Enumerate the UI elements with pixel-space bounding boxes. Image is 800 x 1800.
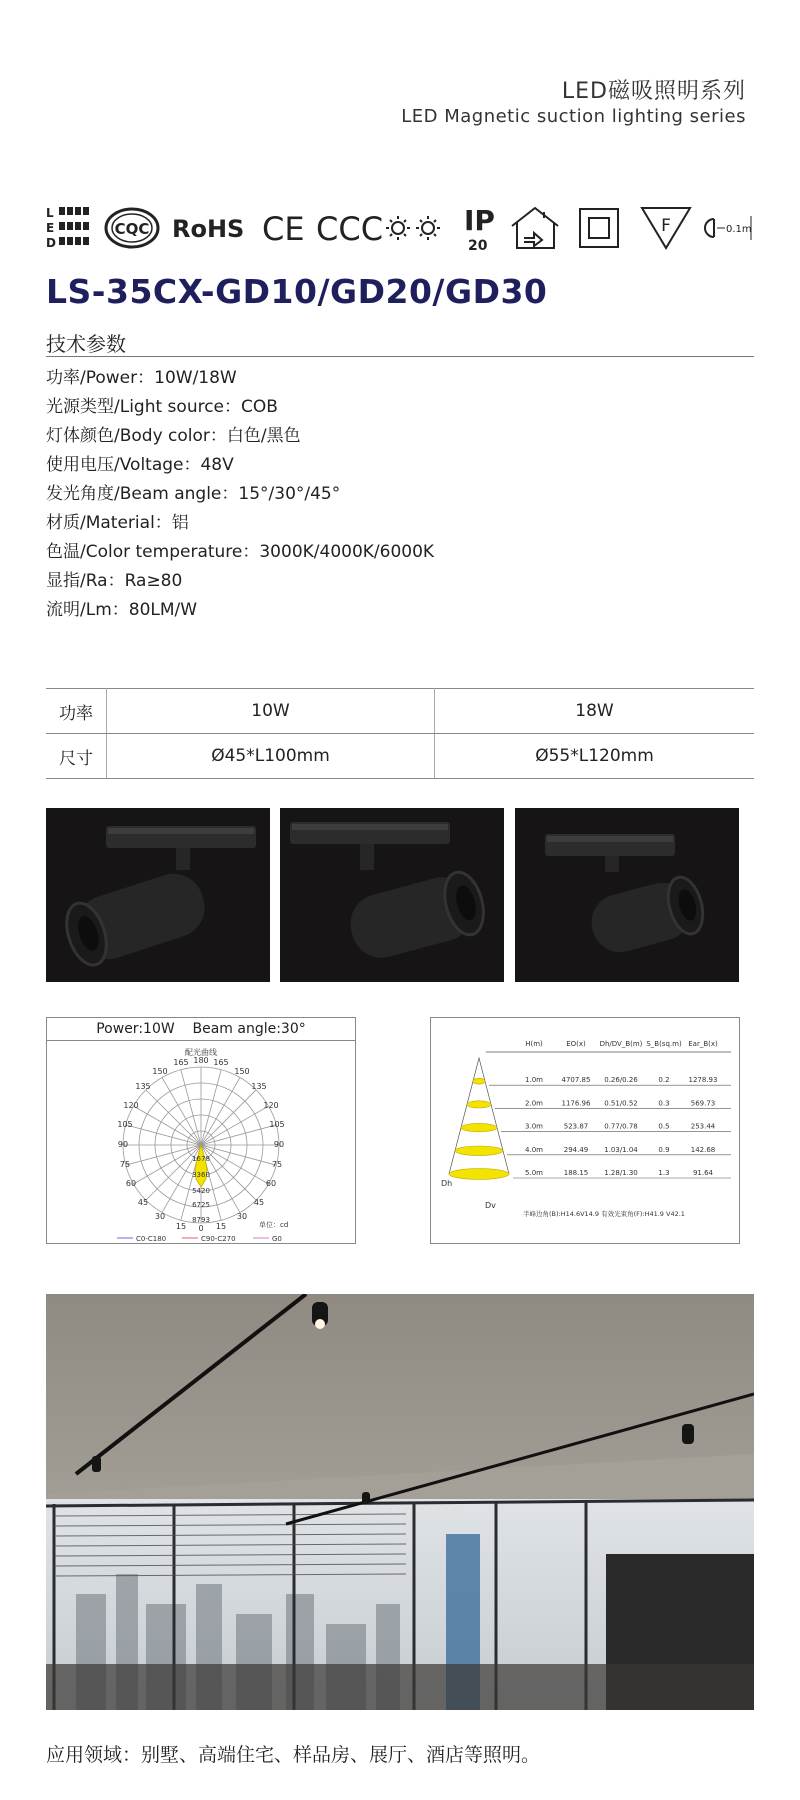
illuminance-cell: 0.77/0.78 (604, 1122, 638, 1131)
illuminance-cell: 523.87 (563, 1122, 589, 1131)
svg-text:5420: 5420 (192, 1187, 210, 1195)
f-mark-icon (642, 208, 690, 248)
svg-text:Ear_B(x): Ear_B(x) (688, 1040, 718, 1048)
svg-text:S_B(sq.m): S_B(sq.m) (646, 1040, 682, 1048)
svg-text:IP: IP (464, 204, 495, 237)
polar-legend (117, 1235, 282, 1243)
table-row (46, 689, 754, 734)
svg-text:1678: 1678 (192, 1155, 210, 1163)
illuminance-cell: 1278.93 (688, 1076, 718, 1085)
table-cell: Ø45*L100mm (107, 734, 435, 779)
svg-text:20: 20 (468, 238, 488, 252)
svg-text:6725: 6725 (192, 1201, 210, 1209)
rohs-icon: RoHS (172, 215, 245, 243)
curve-label: 配光曲线 (185, 1048, 217, 1057)
illuminance-cell: 142.68 (690, 1145, 716, 1154)
svg-text:90: 90 (273, 1140, 285, 1149)
illuminance-cell: 3.0m (525, 1122, 543, 1131)
section-title: 技术参数 (46, 332, 126, 356)
distribution-curve (195, 1145, 207, 1187)
product-photo (515, 808, 739, 982)
svg-text:45: 45 (137, 1198, 149, 1207)
beam-footer: 半峰边角(B):H14.6V14.9 有效光束角(F):H41.9 V42.1 (523, 1210, 685, 1218)
ip20-icon (464, 204, 495, 252)
svg-text:30: 30 (236, 1212, 248, 1221)
illuminance-cell: 1.28/1.30 (604, 1169, 638, 1177)
certification-icons (46, 204, 754, 252)
illuminance-cell: 0.3 (658, 1099, 670, 1108)
illuminance-cell: 4707.85 (561, 1076, 591, 1085)
svg-text:L: L (46, 206, 54, 220)
illuminance-cell: 1.03/1.04 (604, 1145, 638, 1154)
illuminance-cell: 2.0m (525, 1099, 543, 1108)
svg-text:135: 135 (251, 1082, 267, 1091)
spec-beam-angle: 发光角度/Beam angle：15°/30°/45° (46, 484, 341, 504)
table-cell: 功率 (46, 689, 107, 734)
table-cell: 10W (107, 689, 435, 734)
spec-material: 材质/Material：铝 (46, 513, 189, 533)
illuminance-cell: 0.2 (658, 1076, 670, 1085)
beam-cone (449, 1058, 509, 1179)
svg-text:0.1m: 0.1m (726, 224, 752, 235)
size-table (46, 688, 754, 779)
indoor-use-icon (386, 216, 440, 240)
illuminance-header (525, 1040, 718, 1048)
svg-text:90: 90 (117, 1140, 129, 1149)
svg-text:120: 120 (123, 1101, 139, 1110)
svg-text:75: 75 (271, 1160, 283, 1169)
application-text: 应用领域：别墅、高端住宅、样品房、展厅、酒店等照明。 (46, 1744, 541, 1766)
illuminance-cell: 0.51/0.52 (604, 1099, 638, 1108)
illuminance-cell: 4.0m (525, 1145, 543, 1154)
svg-text:135: 135 (135, 1082, 151, 1091)
beam-spot (467, 1101, 491, 1108)
distance-icon (705, 216, 752, 240)
table-cell: 尺寸 (46, 734, 107, 779)
series-title-cn: LED磁吸照明系列 (561, 79, 746, 104)
spec-list (46, 364, 754, 625)
spec-lumen: 流明/Lm：80LM/W (46, 600, 198, 620)
spec-body-color: 灯体颜色/Body color：白色/黑色 (46, 426, 301, 446)
svg-text:105: 105 (117, 1120, 133, 1129)
svg-text:45: 45 (253, 1198, 265, 1207)
svg-text:F: F (661, 216, 671, 236)
class-ii-icon (580, 209, 618, 247)
beam-spot (449, 1169, 509, 1180)
led-icon (46, 206, 89, 250)
svg-text:165: 165 (173, 1058, 189, 1067)
svg-text:60: 60 (265, 1179, 277, 1188)
svg-text:3360: 3360 (192, 1171, 210, 1179)
svg-text:CQC: CQC (114, 220, 150, 238)
product-photo (46, 808, 270, 982)
spec-power: 功率/Power：10W/18W (46, 368, 237, 388)
cqc-icon (106, 209, 158, 247)
house-icon (512, 208, 558, 248)
polar-distribution-chart (46, 1017, 356, 1244)
illuminance-cell: 188.15 (563, 1169, 589, 1177)
spec-ra: 显指/Ra：Ra≥80 (46, 571, 183, 591)
illuminance-cell: 0.9 (658, 1145, 670, 1154)
beam-spot (461, 1123, 497, 1131)
spec-voltage: 使用电压/Voltage：48V (46, 455, 234, 475)
svg-text:H(m): H(m) (525, 1040, 543, 1048)
illuminance-cell: 1.3 (658, 1169, 670, 1177)
beam-spot (455, 1146, 503, 1156)
illuminance-cell: 0.26/0.26 (604, 1076, 638, 1085)
illuminance-cell: 0.5 (658, 1122, 670, 1131)
illuminance-cell: 569.73 (690, 1099, 716, 1108)
illuminance-cell: 5.0m (525, 1169, 543, 1177)
svg-text:EO(x): EO(x) (566, 1040, 586, 1048)
svg-text:75: 75 (119, 1160, 131, 1169)
svg-text:0: 0 (198, 1224, 204, 1233)
svg-text:15: 15 (175, 1222, 187, 1231)
dv-label: Dv (485, 1201, 496, 1210)
svg-text:150: 150 (234, 1067, 250, 1076)
illuminance-chart (430, 1017, 740, 1244)
svg-text:Dh/DV_B(m): Dh/DV_B(m) (599, 1040, 643, 1048)
svg-text:C90-C270: C90-C270 (201, 1235, 236, 1243)
svg-text:30: 30 (154, 1212, 166, 1221)
illuminance-cell: 91.64 (692, 1169, 714, 1177)
ce-icon: CE (262, 210, 305, 248)
table-row (46, 734, 754, 779)
svg-text:105: 105 (269, 1120, 285, 1129)
spec-light-source: 光源类型/Light source：COB (46, 397, 278, 417)
svg-text:120: 120 (263, 1101, 279, 1110)
dh-label: Dh (441, 1179, 453, 1188)
svg-text:8793: 8793 (192, 1216, 210, 1224)
spec-color-temperature: 色温/Color temperature：3000K/4000K/6000K (46, 542, 435, 562)
product-photo (280, 808, 504, 982)
product-model: LS-35CX-GD10/GD20/GD30 (46, 272, 548, 311)
illuminance-cell: 253.44 (690, 1122, 716, 1131)
illuminance-cell: 1.0m (525, 1076, 543, 1085)
ccc-icon: CCC (316, 210, 384, 248)
beam-spot (473, 1078, 485, 1084)
svg-text:180: 180 (193, 1056, 209, 1065)
series-title-en: LED Magnetic suction lighting series (401, 106, 746, 127)
svg-text:D: D (46, 236, 56, 250)
table-cell: Ø55*L120mm (435, 734, 755, 779)
svg-text:165: 165 (213, 1058, 229, 1067)
svg-text:C0-C180: C0-C180 (136, 1235, 167, 1243)
section-divider (46, 356, 754, 357)
illuminance-cell: 1176.96 (561, 1099, 591, 1108)
svg-text:G0: G0 (272, 1235, 282, 1243)
polar-chart-title: Power:10W Beam angle:30° (47, 1018, 355, 1041)
table-cell: 18W (435, 689, 755, 734)
svg-text:15: 15 (215, 1222, 227, 1231)
illuminance-cell: 294.49 (563, 1145, 589, 1154)
svg-text:150: 150 (152, 1067, 168, 1076)
svg-text:E: E (46, 221, 55, 235)
svg-text:60: 60 (125, 1179, 137, 1188)
beam-cone-outline (449, 1058, 509, 1174)
application-scene-photo (46, 1294, 754, 1710)
unit-label: 单位：cd (259, 1221, 289, 1229)
